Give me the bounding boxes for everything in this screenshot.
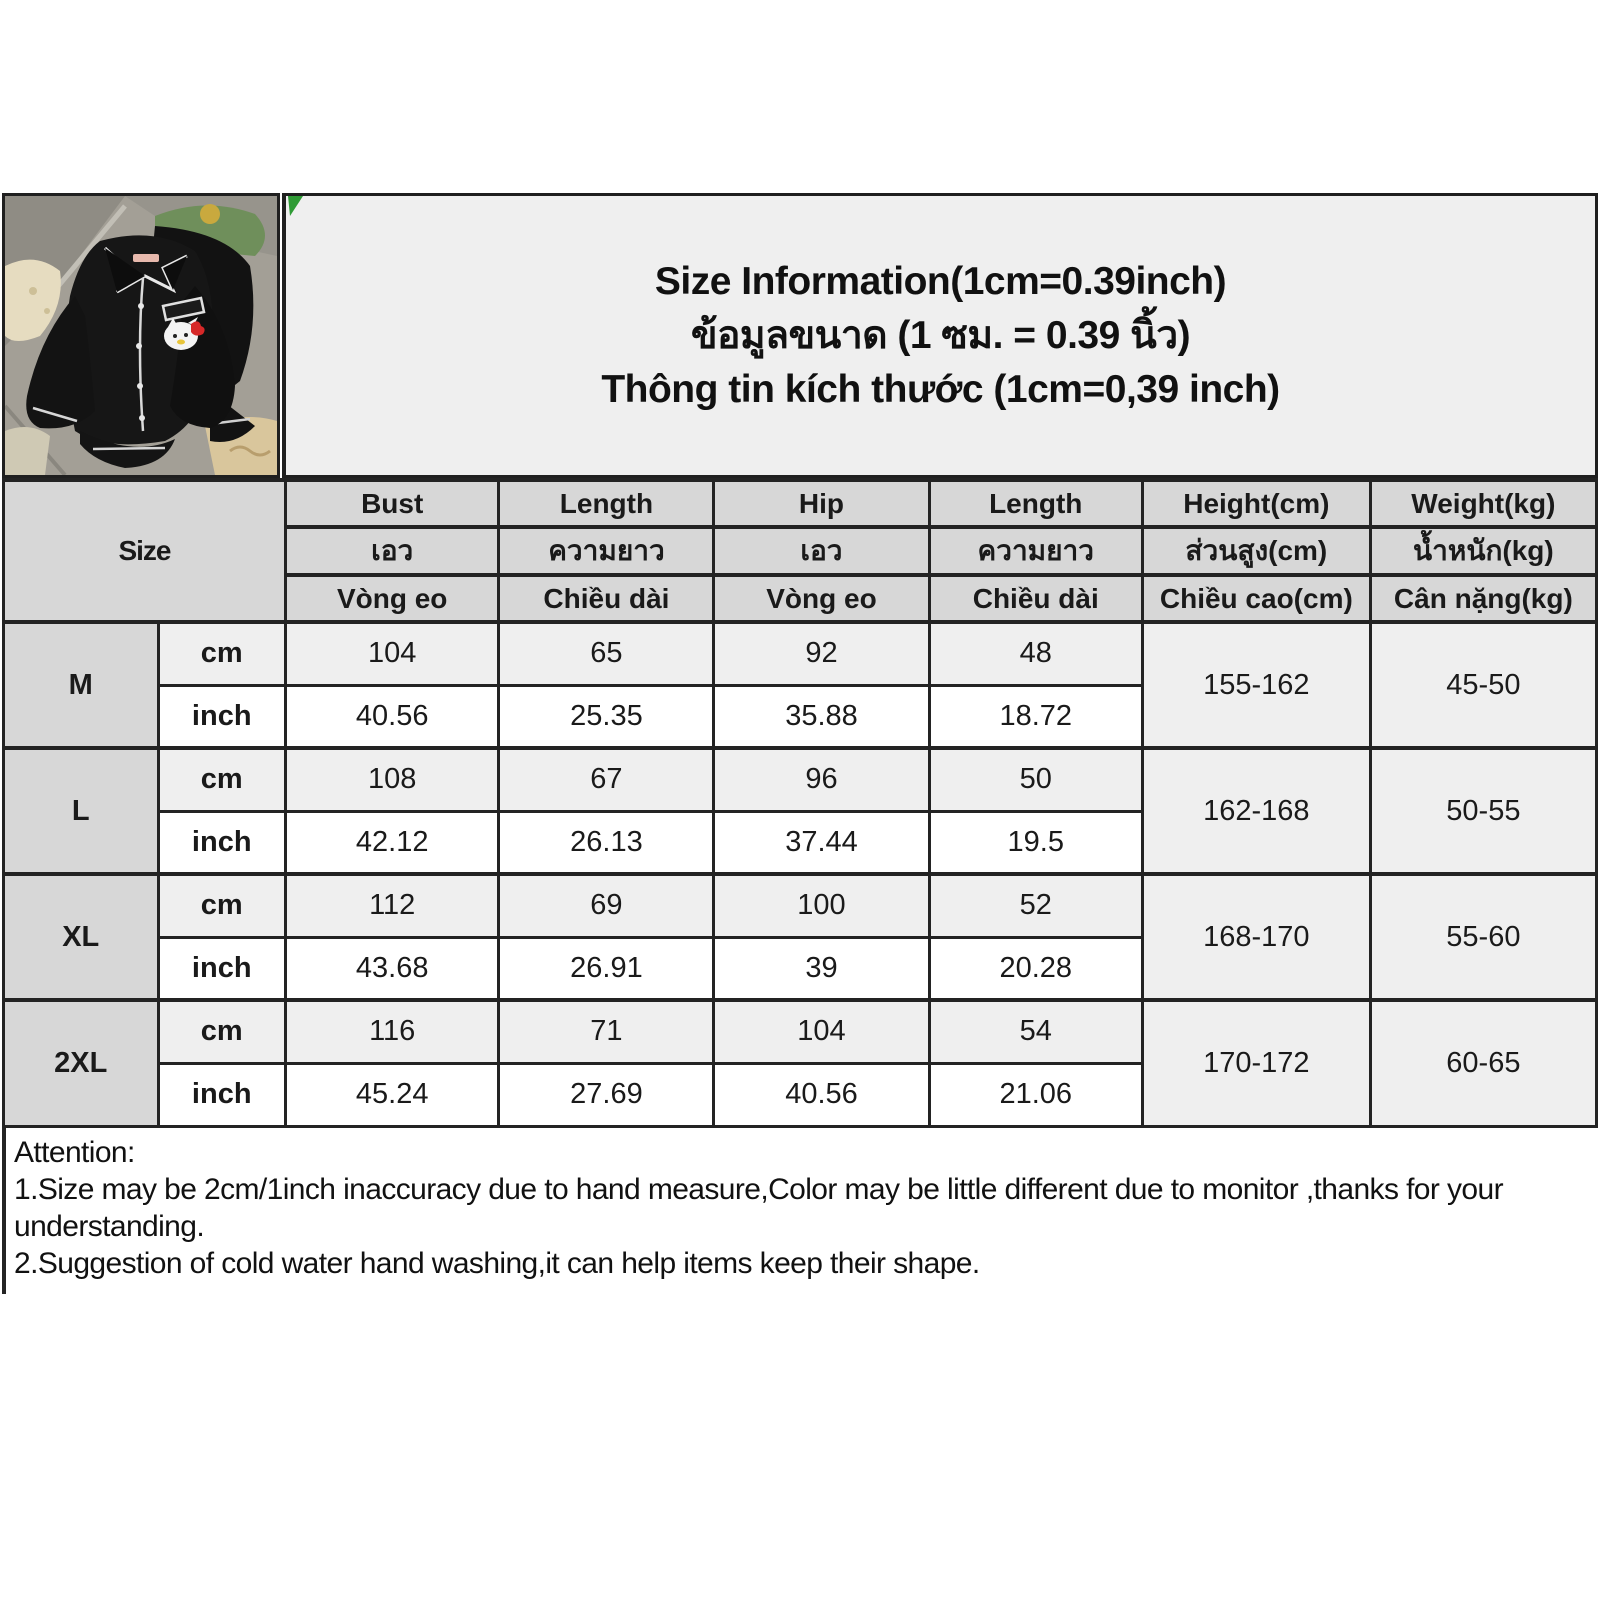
header-height-vi: Chiều cao(cm) (1142, 575, 1370, 622)
xl-length1-cm: 69 (499, 874, 714, 937)
row-xl-cm (4, 874, 1597, 937)
unit-cm: cm (158, 874, 285, 937)
m-length2-cm: 48 (929, 622, 1142, 685)
title-panel (282, 193, 1598, 478)
header-length2-vi: Chiều dài (929, 575, 1142, 622)
attention-line-2: 2.Suggestion of cold water hand washing,it can help items keep their shape. (14, 1246, 980, 1280)
2xl-weight: 60-65 (1370, 1000, 1596, 1126)
l-bust-inch: 42.12 (285, 811, 498, 874)
xl-hip-inch: 39 (714, 937, 929, 1000)
unit-inch: inch (158, 1063, 285, 1126)
l-length2-inch: 19.5 (929, 811, 1142, 874)
header-banner (2, 193, 1598, 478)
header-length2-en: Length (929, 480, 1142, 527)
header-height-th: ส่วนสูง(cm) (1142, 527, 1370, 575)
size-table (2, 478, 1598, 1128)
size-header-cell: Size (4, 480, 286, 622)
unit-cm: cm (158, 1000, 285, 1063)
l-hip-inch: 37.44 (714, 811, 929, 874)
header-hip-en: Hip (714, 480, 929, 527)
size-cell-l: L (4, 748, 159, 874)
header-length1-en: Length (499, 480, 714, 527)
xl-length2-cm: 52 (929, 874, 1142, 937)
top-margin (0, 0, 1600, 193)
size-cell-2xl: 2XL (4, 1000, 159, 1126)
2xl-length2-inch: 21.06 (929, 1063, 1142, 1126)
2xl-hip-inch: 40.56 (714, 1063, 929, 1126)
size-cell-xl: XL (4, 874, 159, 1000)
header-bust-en: Bust (285, 480, 498, 527)
header-height-en: Height(cm) (1142, 480, 1370, 527)
m-hip-inch: 35.88 (714, 685, 929, 748)
l-hip-cm: 96 (714, 748, 929, 811)
2xl-length1-cm: 71 (499, 1000, 714, 1063)
l-weight: 50-55 (1370, 748, 1596, 874)
header-weight-vi: Cân nặng(kg) (1370, 575, 1596, 622)
l-bust-cm: 108 (285, 748, 498, 811)
xl-bust-inch: 43.68 (285, 937, 498, 1000)
m-height: 155-162 (1142, 622, 1370, 748)
m-bust-inch: 40.56 (285, 685, 498, 748)
header-length1-vi: Chiều dài (499, 575, 714, 622)
attention-line-1: 1.Size may be 2cm/1inch inaccuracy due to hand measure,Color may be little different due to monitor ,thanks for your understanding. (14, 1172, 1503, 1243)
header-hip-vi: Vòng eo (714, 575, 929, 622)
m-length1-cm: 65 (499, 622, 714, 685)
unit-cm: cm (158, 748, 285, 811)
product-photo-image (5, 196, 277, 475)
l-length1-cm: 67 (499, 748, 714, 811)
header-row-english (4, 480, 1597, 527)
header-weight-th: น้ำหนัก(kg) (1370, 527, 1596, 575)
header-length1-th: ความยาว (499, 527, 714, 575)
attention-heading: Attention: (14, 1135, 135, 1169)
2xl-bust-cm: 116 (285, 1000, 498, 1063)
2xl-bust-inch: 45.24 (285, 1063, 498, 1126)
2xl-length1-inch: 27.69 (499, 1063, 714, 1126)
header-bust-vi: Vòng eo (285, 575, 498, 622)
title-vietnamese: Thông tin kích thước (1cm=0,39 inch) (601, 367, 1280, 411)
m-hip-cm: 92 (714, 622, 929, 685)
row-2xl-cm (4, 1000, 1597, 1063)
xl-length1-inch: 26.91 (499, 937, 714, 1000)
attention-notes (2, 1128, 1596, 1294)
m-length2-inch: 18.72 (929, 685, 1142, 748)
l-length1-inch: 26.13 (499, 811, 714, 874)
xl-length2-inch: 20.28 (929, 937, 1142, 1000)
2xl-hip-cm: 104 (714, 1000, 929, 1063)
row-m-cm (4, 622, 1597, 685)
unit-inch: inch (158, 937, 285, 1000)
l-height: 162-168 (1142, 748, 1370, 874)
unit-inch: inch (158, 811, 285, 874)
m-bust-cm: 104 (285, 622, 498, 685)
m-length1-inch: 25.35 (499, 685, 714, 748)
product-photo (2, 193, 280, 478)
row-l-cm (4, 748, 1597, 811)
m-weight: 45-50 (1370, 622, 1596, 748)
xl-weight: 55-60 (1370, 874, 1596, 1000)
unit-inch: inch (158, 685, 285, 748)
xl-hip-cm: 100 (714, 874, 929, 937)
xl-height: 168-170 (1142, 874, 1370, 1000)
size-cell-m: M (4, 622, 159, 748)
unit-cm: cm (158, 622, 285, 685)
title-english: Size Information(1cm=0.39inch) (654, 259, 1227, 303)
l-length2-cm: 50 (929, 748, 1142, 811)
header-weight-en: Weight(kg) (1370, 480, 1596, 527)
xl-bust-cm: 112 (285, 874, 498, 937)
header-length2-th: ความยาว (929, 527, 1142, 575)
header-bust-th: เอว (285, 527, 498, 575)
header-hip-th: เอว (714, 527, 929, 575)
green-corner-marker-icon (288, 196, 303, 216)
2xl-height: 170-172 (1142, 1000, 1370, 1126)
2xl-length2-cm: 54 (929, 1000, 1142, 1063)
title-thai: ข้อมูลขนาด (1 ซม. = 0.39 นิ้ว) (690, 313, 1191, 357)
